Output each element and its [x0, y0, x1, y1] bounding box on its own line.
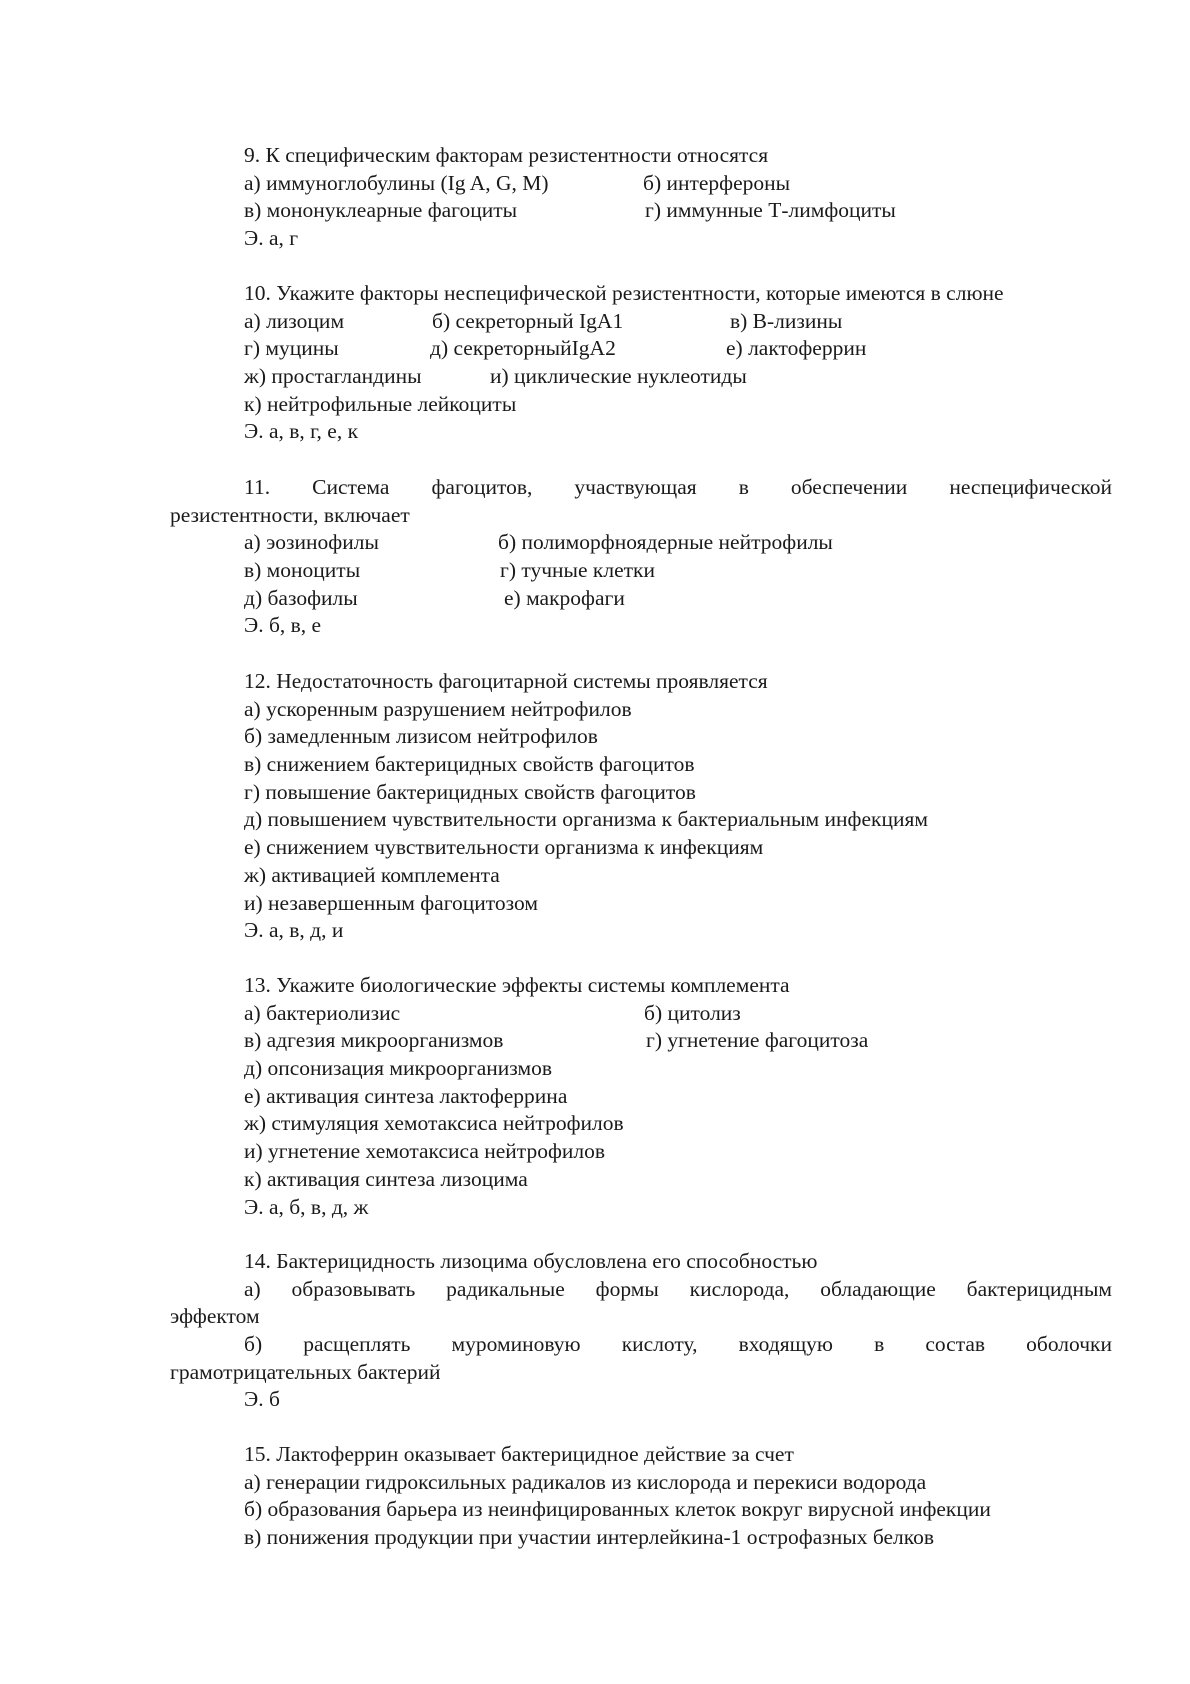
option: в) моноциты: [244, 558, 361, 583]
option-continued: эффектом: [170, 1304, 260, 1329]
question-title-continued: резистентности, включает: [170, 502, 410, 527]
option: в) снижением бактерицидных свойств фагоцитов: [244, 752, 695, 777]
option: а) генерации гидроксильных радикалов из кислорода и перекиси водорода: [244, 1469, 927, 1494]
option-row: [170, 1000, 1112, 1028]
option: а) лизоцим: [244, 308, 345, 333]
option: б) цитолиз: [644, 1000, 741, 1025]
option: б) секреторный IgA1: [432, 308, 624, 333]
option-row: [170, 585, 1112, 613]
option: б) замедленным лизисом нейтрофилов: [244, 724, 598, 749]
answer: Э. а, б, в, д, ж: [244, 1194, 369, 1219]
question-11: [170, 474, 1112, 640]
question-12: [170, 668, 1112, 945]
question-title: 13. Укажите биологические эффекты системы комплемента: [244, 973, 790, 997]
question-title: 11. Система фагоцитов, участвующая в обеспечении неспецифической: [244, 475, 1112, 499]
option: и) незавершенным фагоцитозом: [244, 890, 538, 915]
option: е) макрофаги: [504, 585, 625, 610]
option-continued: грамотрицательных бактерий: [170, 1359, 441, 1384]
option: б) интерфероны: [643, 170, 791, 195]
option: г) муцины: [244, 336, 339, 361]
option: г) иммунные Т-лимфоциты: [645, 198, 896, 223]
option: и) угнетение хемотаксиса нейтрофилов: [244, 1139, 606, 1164]
option: д) базофилы: [244, 585, 358, 610]
answer: Э. б: [244, 1387, 280, 1412]
option: в) понижения продукции при участии интерлейкина-1 острофазных белков: [244, 1525, 935, 1550]
option: к) активация синтеза лизоцима: [244, 1166, 528, 1191]
option: е) снижением чувствительности организма к инфекциям: [244, 835, 764, 860]
question-title: 10. Укажите факторы неспецифической резистентности, которые имеются в слюне: [244, 281, 1004, 305]
option: к) нейтрофильные лейкоциты: [244, 391, 517, 416]
option: б) расщеплять муроминовую кислоту, входящую в состав оболочки: [244, 1332, 1112, 1357]
question-title: 9. К специфическим факторам резистентности относятся: [244, 143, 769, 167]
option: а) эозинофилы: [244, 530, 379, 555]
question-9: [170, 142, 1112, 253]
question-15: [170, 1441, 1112, 1552]
option: а) бактериолизис: [244, 1000, 401, 1025]
option-row: [170, 335, 1112, 363]
question-title: 14. Бактерицидность лизоцима обусловлена его способностью: [244, 1249, 818, 1273]
option-row: [170, 170, 1112, 198]
option: а) ускоренным разрушением нейтрофилов: [244, 696, 632, 721]
option: ж) стимуляция хемотаксиса нейтрофилов: [244, 1111, 624, 1136]
option: и) циклические нуклеотиды: [490, 364, 747, 389]
option: ж) активацией комплемента: [244, 862, 500, 887]
option: г) повышение бактерицидных свойств фагоцитов: [244, 779, 696, 804]
option: д) секреторныйIgA2: [430, 336, 616, 361]
question-14: [170, 1248, 1112, 1414]
question-10: [170, 280, 1112, 446]
question-title: 15. Лактоферрин оказывает бактерицидное действие за счет: [244, 1442, 794, 1466]
option: д) опсонизация микроорганизмов: [244, 1056, 552, 1081]
option-row: [170, 1027, 1112, 1055]
question-title: 12. Недостаточность фагоцитарной системы проявляется: [244, 669, 768, 693]
option: б) образования барьера из неинфицированных клеток вокруг вирусной инфекции: [244, 1497, 991, 1522]
option: в) мононуклеарные фагоциты: [244, 198, 518, 223]
option-row: [170, 308, 1112, 336]
option-row: [170, 557, 1112, 585]
option: г) тучные клетки: [500, 558, 655, 583]
option: в) адгезия микроорганизмов: [244, 1028, 504, 1053]
option-row: [170, 197, 1112, 225]
answer: Э. б, в, е: [244, 613, 322, 638]
option: е) лактоферрин: [726, 336, 867, 361]
option: д) повышением чувствительности организма к бактериальным инфекциям: [244, 807, 928, 832]
answer: Э. а, в, д, и: [244, 918, 344, 943]
option: а) образовывать радикальные формы кислорода, обладающие бактерицидным: [244, 1276, 1112, 1301]
option: е) активация синтеза лактоферрина: [244, 1083, 568, 1108]
answer: Э. а, в, г, е, к: [244, 419, 359, 444]
option-row: [170, 363, 1112, 391]
option: б) полиморфноядерные нейтрофилы: [498, 530, 833, 555]
option: ж) простагландины: [244, 364, 422, 389]
option: г) угнетение фагоцитоза: [646, 1028, 869, 1053]
option: а) иммуноглобулины (Ig A, G, M): [244, 170, 549, 195]
question-13: [170, 972, 1112, 1221]
option-row: [170, 529, 1112, 557]
option: в) В-лизины: [730, 308, 843, 333]
answer: Э. а, г: [244, 226, 299, 251]
